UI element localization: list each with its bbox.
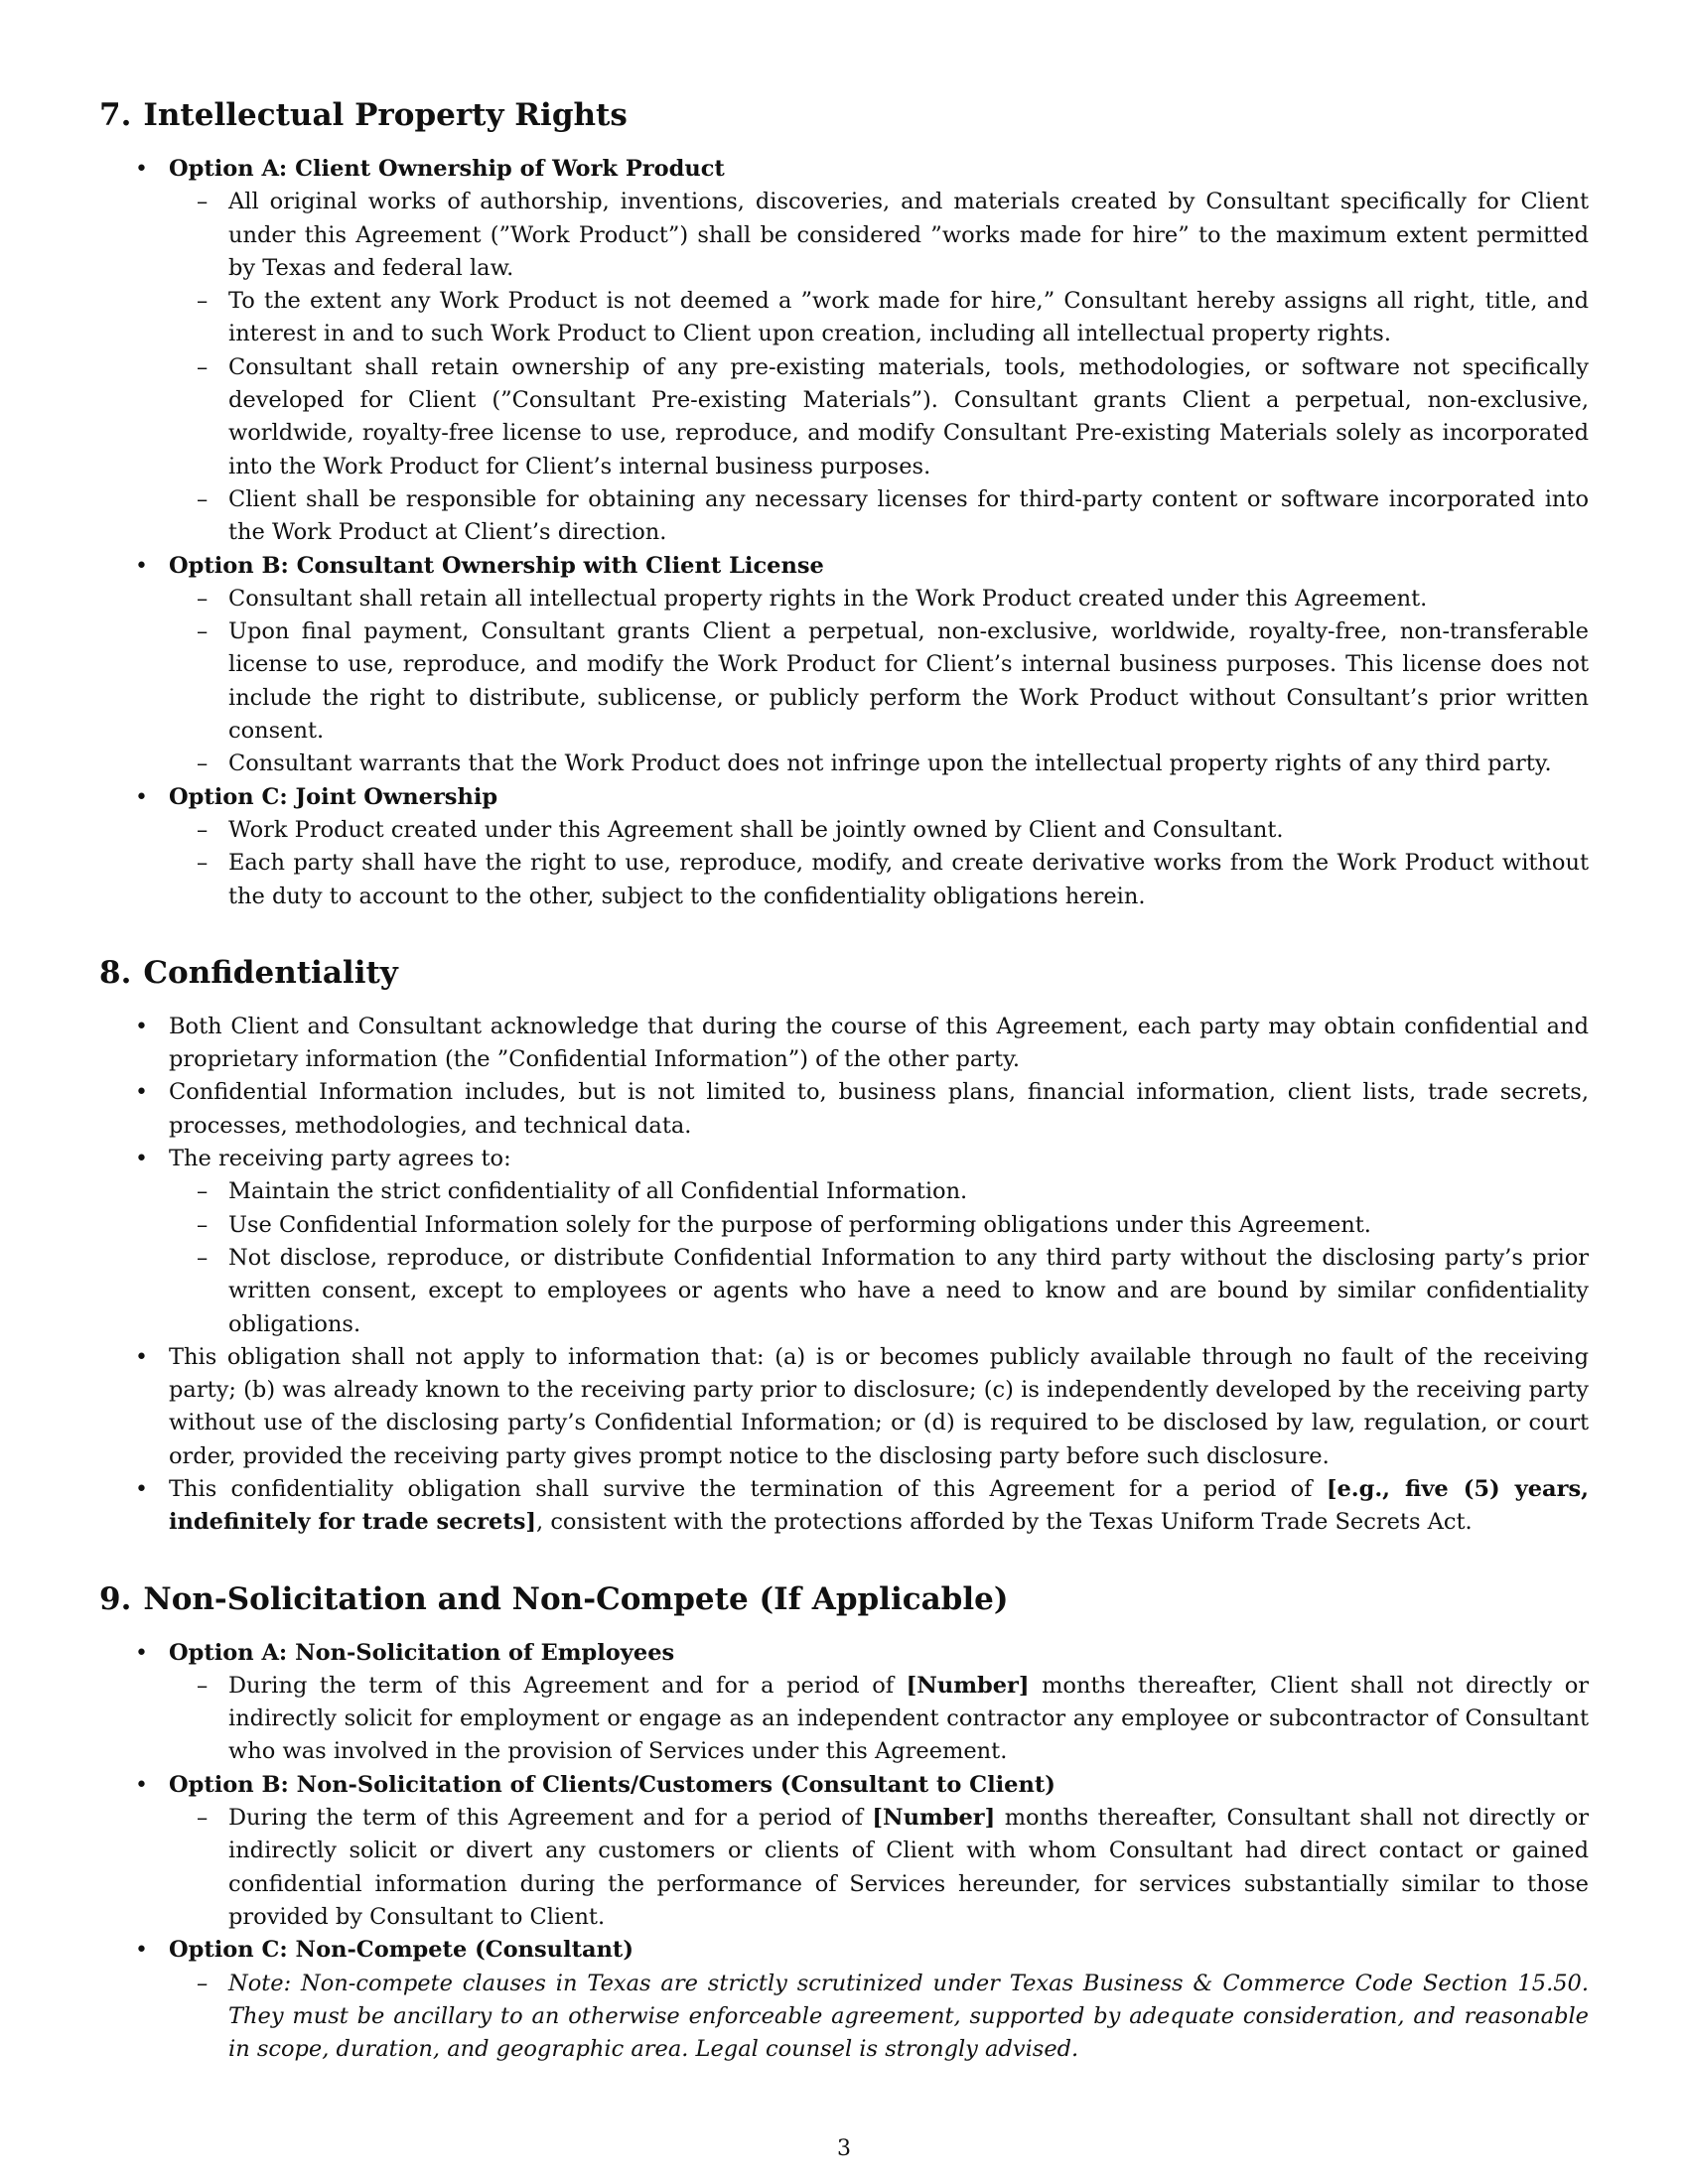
agrees-items [169, 1175, 1589, 1340]
list-item: – Not disclose, reproduce, or distribute Confidential Information to any third party without the disclosing party’s prior written consent, except to employees or agents who have a need to know and are bound by similar confidentiality obligations. [169, 1242, 1589, 1341]
list-item: – During the term of this Agreement and for a period of [Number] months thereafter, Consultant shall not directly or indirectly solicit or divert any customers or clients of Client with whom Consultant had direct contact or gained confidential information during the performance of Services hereunder, for services substantially similar to those provided by Consultant to Client. [169, 1802, 1589, 1934]
section-9 [99, 1579, 1589, 2067]
option-a [99, 1637, 1589, 1769]
option-label: • Option B: Non-Solicitation of Clients/Customers (Consultant to Client) [169, 1771, 1055, 1798]
list-item: – Consultant shall retain all intellectual property rights in the Work Product created under this Agreement. [169, 583, 1589, 615]
option-label: • Option A: Non-Solicitation of Employees [169, 1639, 675, 1666]
option-label: • Option C: Joint Ownership [169, 783, 498, 810]
list-item: – All original works of authorship, inventions, discoveries, and materials created by Consultant specifically for Client under this Agreement (”Work Product”) shall be considered ”works made for hire” to the maximum extent permitted by Texas and federal law. [169, 186, 1589, 285]
list-item: – Consultant warrants that the Work Product does not infringe upon the intellectual property rights of any third party. [169, 748, 1589, 780]
section-heading: 7. Intellectual Property Rights [99, 97, 628, 133]
section-heading: 9. Non-Solicitation and Non-Compete (If Applicable) [99, 1580, 1009, 1617]
list-item: • This obligation shall not apply to information that: (a) is or becomes publicly available through no fault of the receiving party; (b) was already known to the receiving party prior to disclosure; (c) is independently developed by the receiving party without use of the disclosing party’s Confidential Information; or (d) is required to be disclosed by law, regulation, or court order, provided the receiving party gives prompt notice to the disclosing party before such disclosure. [99, 1341, 1589, 1473]
option-items [169, 814, 1589, 913]
document-page [99, 95, 1589, 2106]
list-item: – Use Confidential Information solely for the purpose of performing obligations under this Agreement. [169, 1209, 1589, 1242]
page-number: 3 [837, 2136, 851, 2161]
list-item: – Client shall be responsible for obtaining any necessary licenses for third-party content or software incorporated into the Work Product at Client’s direction. [169, 483, 1589, 550]
list-item: – To the extent any Work Product is not deemed a ”work made for hire,” Consultant hereby assigns all right, title, and interest in and to such Work Product to Client upon creation, including all intellectual property rights. [169, 285, 1589, 351]
confidentiality-list [99, 1011, 1589, 1540]
option-b [99, 1769, 1589, 1934]
option-label: • Option A: Client Ownership of Work Product [169, 156, 725, 182]
section-7 [99, 95, 1589, 913]
list-item: • Confidential Information includes, but is not limited to, business plans, financial information, client lists, trade secrets, processes, methodologies, and technical data. [99, 1076, 1589, 1143]
option-items [169, 186, 1589, 549]
placeholder-number: [Number] [872, 1805, 996, 1832]
section-8 [99, 953, 1589, 1540]
list-item [99, 1143, 1589, 1341]
placeholder-term: [e.g., five (5) years, indefinitely for trade secrets] [169, 1475, 1589, 1536]
list-item: • This confidentiality obligation shall survive the termination of this Agreement for a period of [e.g., five (5) years, indefinitely for trade secrets], consistent with the protections afforded by the Texas Uniform Trade Secrets Act. [99, 1473, 1589, 1540]
placeholder-number: [Number] [906, 1672, 1030, 1699]
option-b [99, 550, 1589, 781]
option-c [99, 1934, 1589, 2066]
list-item: – Consultant shall retain ownership of any pre-existing materials, tools, methodologies, or software not specifically developed for Client (”Consultant Pre-existing Materials”). Consultant grants Client a perpetual, non-exclusive, worldwide, royalty-free license to use, reproduce, and modify Consultant Pre-existing Materials solely as incorporated into the Work Product for Client’s internal business purposes. [169, 351, 1589, 483]
noncompete-options-list [99, 1637, 1589, 2067]
list-item: – Each party shall have the right to use, reproduce, modify, and create derivative works from the Work Product without the duty to account to the other, subject to the confidentiality obligations herein. [169, 847, 1589, 913]
section-heading: 8. Confidentiality [99, 954, 398, 991]
list-item: – Work Product created under this Agreement shall be jointly owned by Client and Consultant. [169, 814, 1589, 847]
list-item: – Upon final payment, Consultant grants Client a perpetual, non-exclusive, worldwide, royalty-free, non-transferable license to use, reproduce, and modify the Work Product for Client’s internal business purposes. This license does not include the right to distribute, sublicense, or publicly perform the Work Product without Consultant’s prior written consent. [169, 615, 1589, 748]
list-item: • Both Client and Consultant acknowledge that during the course of this Agreement, each party may obtain confidential and proprietary information (the ”Confidential Information”) of the other party. [99, 1011, 1589, 1077]
option-a [99, 153, 1589, 550]
option-c [99, 781, 1589, 913]
option-label: • Option C: Non-Compete (Consultant) [169, 1937, 633, 1964]
ip-options-list [99, 153, 1589, 913]
agrees-lead: The receiving party agrees to: [169, 1146, 511, 1172]
list-item: – During the term of this Agreement and for a period of [Number] months thereafter, Client shall not directly or indirectly solicit for employment or engage as an independent contractor any employee or subcontractor of Consultant who was involved in the provision of Services under this Agreement. [169, 1670, 1589, 1769]
option-label: • Option B: Consultant Ownership with Client License [169, 552, 824, 579]
note-item: – Note: Non-compete clauses in Texas are strictly scrutinized under Texas Business & Commerce Code Section 15.50. They must be ancillary to an otherwise enforceable agreement, supported by adequate consideration, and reasonable in scope, duration, and geographic area. Legal counsel is strongly advised. [169, 1968, 1589, 2067]
list-item: – Maintain the strict confidentiality of all Confidential Information. [169, 1175, 1589, 1208]
option-items [169, 583, 1589, 781]
